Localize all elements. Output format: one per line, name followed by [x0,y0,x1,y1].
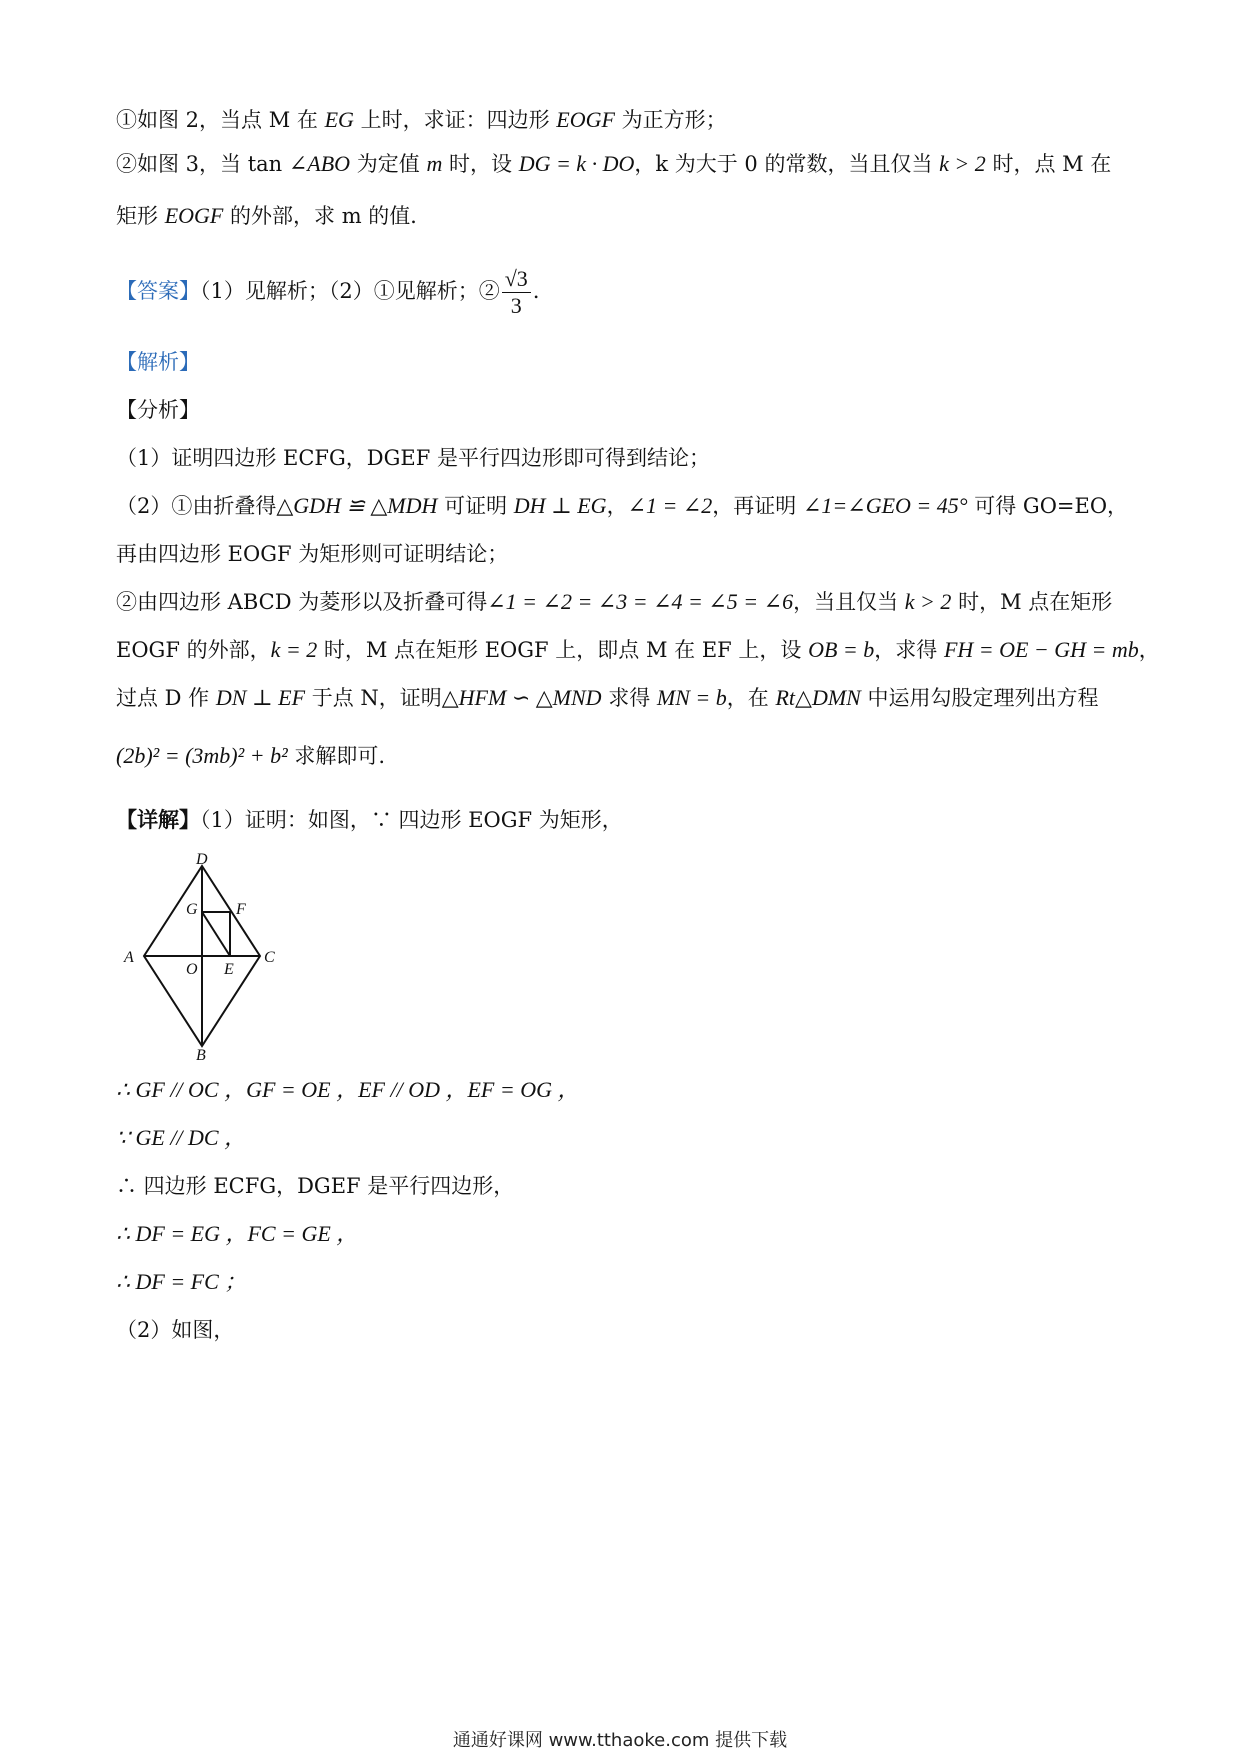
label-d: D [196,852,208,868]
problem-text: 矩形 [116,204,165,228]
math-expression: ∠ABO [288,151,351,176]
analysis-text: ，在 [726,686,776,710]
math-expression: ∠1 = ∠2 = ∠3 = ∠4 = ∠5 = ∠6 [487,589,794,614]
math-expression: △GDH ≌ △MDH [276,493,438,518]
analysis-p3 [116,586,1130,618]
analysis-label: 【解析】 [116,350,200,374]
analysis-text: ，当且仅当 [793,590,905,614]
math-expression: OB = b [808,637,875,662]
math-expression: m [426,151,443,176]
problem-text: 时，设 [442,152,519,176]
math-expression: DH ⊥ EG [513,493,607,518]
math-expression: DN ⊥ EF [215,685,306,710]
math-expression: (2b)² = (3mb)² + b² [116,743,288,768]
analysis-text: ， [1138,638,1160,662]
math-expression: Rt△DMN [775,685,861,710]
analysis-text: 求解即可. [287,744,386,768]
analysis-sub-label: 【分析】 [116,398,200,422]
analysis-text: 时，M 点在矩形 [951,590,1113,614]
math-expression: k > 2 [904,589,952,614]
problem-text: 为定值 [350,152,427,176]
label-o: O [186,961,198,978]
problem-text: ①如图 2，当点 M 在 [116,108,325,132]
label-g: G [186,901,198,918]
detail-step-6: （2）如图， [116,1318,235,1342]
math-expression: EOGF [556,107,615,132]
math-expression: ∠1 = ∠2 [627,493,713,518]
problem-text: ，k 为大于 0 的常数，当且仅当 [634,152,940,176]
analysis-p5 [116,682,1130,714]
analysis-text: 可证明 [437,494,514,518]
problem-text: 的外部，求 m 的值． [223,204,432,228]
analysis-text: 时，M 点在矩形 EOGF 上，即点 M 在 EF 上，设 [317,638,809,662]
detail-step-4: ∴ DF = EG ，FC = GE ， [116,1221,359,1246]
analysis-text: 求得 [601,686,657,710]
math-expression: EOGF [164,203,224,228]
detail-step-3: ∴ 四边形 ECFG，DGEF 是平行四边形， [116,1174,515,1198]
analysis-text: 过点 D 作 [116,686,216,710]
analysis-text: 可得 GO=EO， [967,494,1129,518]
label-f: F [236,901,246,918]
math-expression: FH = OE − GH = mb [943,637,1139,662]
answer-text: （1）见解析；（2）①见解析；② [200,279,500,303]
label-b: B [196,1047,206,1060]
label-c: C [264,949,275,966]
answer-line [116,262,1130,320]
label-e: E [224,961,234,978]
problem-text: 上时，求证：四边形 [353,108,557,132]
problem-text: ②如图 3，当 tan [116,152,289,176]
detail-step-2: ∵ GE // DC ， [116,1125,247,1150]
fraction-denominator: 3 [510,293,522,318]
analysis-text: （2）①由折叠得 [116,494,277,518]
detail-text: （1）证明：如图，∵ 四边形 EOGF 为矩形， [200,808,623,832]
answer-end: ． [532,279,554,303]
answer-label: 【答案】 [116,279,200,303]
detail-label: 【详解】 [116,807,200,832]
math-expression: MN = b [656,685,727,710]
analysis-text: 中运用勾股定理列出方程 [860,686,1099,710]
label-a: A [124,949,134,966]
math-expression: ∠1=∠GEO = 45° [802,493,968,518]
analysis-text: EOGF 的外部， [116,638,271,662]
analysis-text: 于点 N，证明 [305,686,442,710]
analysis-text: ，求得 [874,638,944,662]
analysis-text: ②由四边形 ABCD 为菱形以及折叠可得 [116,590,488,614]
footer-watermark: 通通好课网 www.tthaoke.com 提供下载 [452,1730,788,1751]
math-expression: △HFM ∽ △MND [441,685,602,710]
segment-ge [202,912,230,956]
analysis-text: ， [606,494,628,518]
fraction-numerator: √3 [502,266,531,293]
analysis-p6 [116,740,1130,772]
analysis-p2 [116,490,1130,522]
analysis-p4 [116,634,1160,666]
detail-step-1: ∴ GF // OC ，GF = OE ，EF // OD ，EF = OG ， [116,1077,580,1102]
problem-item-2-cont [116,200,1130,232]
problem-text: 为正方形； [614,108,727,132]
answer-fraction [502,266,531,319]
detail-step-5: ∴ DF = FC ； [116,1269,247,1294]
rhombus-figure [112,852,292,1060]
analysis-p1: （1）证明四边形 ECFG，DGEF 是平行四边形即可得到结论； [116,446,710,470]
analysis-p2-cont: 再由四边形 EOGF 为矩形则可证明结论； [116,542,509,566]
math-expression: k = 2 [270,637,318,662]
problem-item-1 [116,104,1130,136]
math-expression: k > 2 [939,151,986,176]
math-expression: EG [324,107,354,132]
analysis-text: ，再证明 [712,494,803,518]
detail-intro [116,804,1130,836]
math-expression: DG = k · DO [518,151,635,176]
problem-text: 时，点 M 在 [985,152,1112,176]
problem-item-2 [116,148,1130,180]
